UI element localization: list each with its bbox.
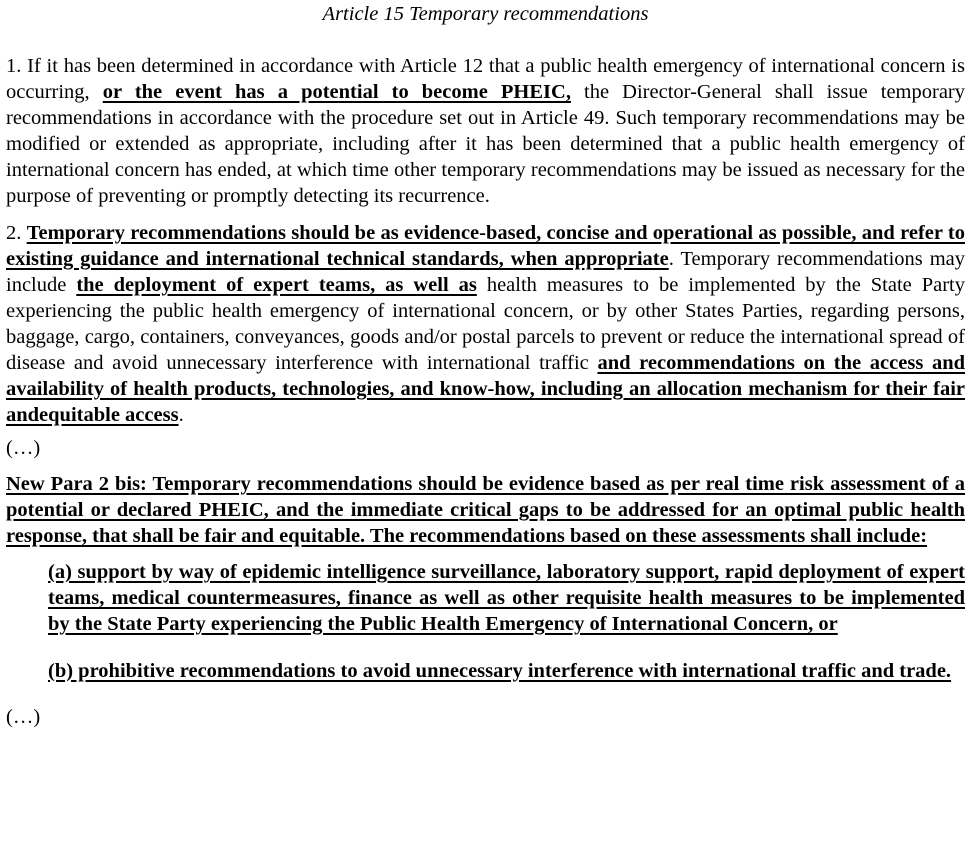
paragraph-2-bis-text: New Para 2 bis: Temporary recommendations should be evidence based as per real time risk assessment of a potential or declared PHEIC, and the immediate critical gaps to be addressed for an optimal public health response, that shall be fair and equitable. The recommendations based on these assessments shall include:	[6, 473, 965, 547]
paragraph-2-text-3: .	[178, 404, 184, 426]
paragraph-1	[6, 53, 965, 209]
paragraph-2-amendment-1: Temporary recommendations should be as evidence-based, concise and operational as possible, and refer to existing guidance and international technical standards, when appropriate	[6, 222, 965, 270]
paragraph-1-rest: the Director-General shall issue temporary recommendations in accordance with the procedure set out in Article 49. Such temporary recommendations may be modified or extended as appropriate, including after it has been determined that a public health emergency of international concern has ended, at which time other temporary recommendations may be issued as necessary for the purpose of preventing or promptly detecting its recurrence.	[6, 81, 965, 207]
paragraph-2-amendment-2: the deployment of expert teams, as well as	[76, 274, 477, 296]
paragraph-1-amendment: or the event has a potential to become PHEIC,	[102, 81, 571, 103]
paragraph-2-number: 2.	[6, 222, 22, 244]
list-item-b	[48, 658, 965, 684]
list-item-b-text: (b) prohibitive recommendations to avoid unnecessary interference with international traffic and trade.	[48, 659, 952, 682]
paragraph-2-text-2: health measures to be implemented by the State Party experiencing the public health emergency of international concern, or by other States Parties, regarding persons, baggage, cargo, containers, conveyances, goods and/or postal parcels to prevent or reduce the international spread of disease and avoid unnecessary interference with international traffic	[6, 274, 965, 374]
ellipsis-2: (…)	[6, 706, 41, 728]
article-title: Article 15 Temporary recommendations	[322, 3, 649, 25]
list-item-a	[48, 559, 965, 637]
paragraph-2-text-1: . Temporary recommendations may include	[6, 248, 966, 296]
paragraph-2-amendment-3: and recommendations on the access and availability of health products, technologies, and know-how, including an allocation mechanism for their fair andequitable access	[6, 352, 966, 426]
paragraph-2-bis	[6, 471, 965, 549]
paragraph-2	[6, 220, 965, 428]
ellipsis-1: (…)	[6, 437, 41, 459]
list-item-a-text: (a) support by way of epidemic intelligence surveillance, laboratory support, rapid deployment of expert teams, medical countermeasures, finance as well as other requisite health measures to be implemented by the State Party experiencing the Public Health Emergency of International Concern, or	[48, 561, 965, 635]
paragraph-1-lead: 1. If it has been determined in accordance with Article 12 that a public health emergency of international concern is occurring,	[6, 55, 965, 103]
